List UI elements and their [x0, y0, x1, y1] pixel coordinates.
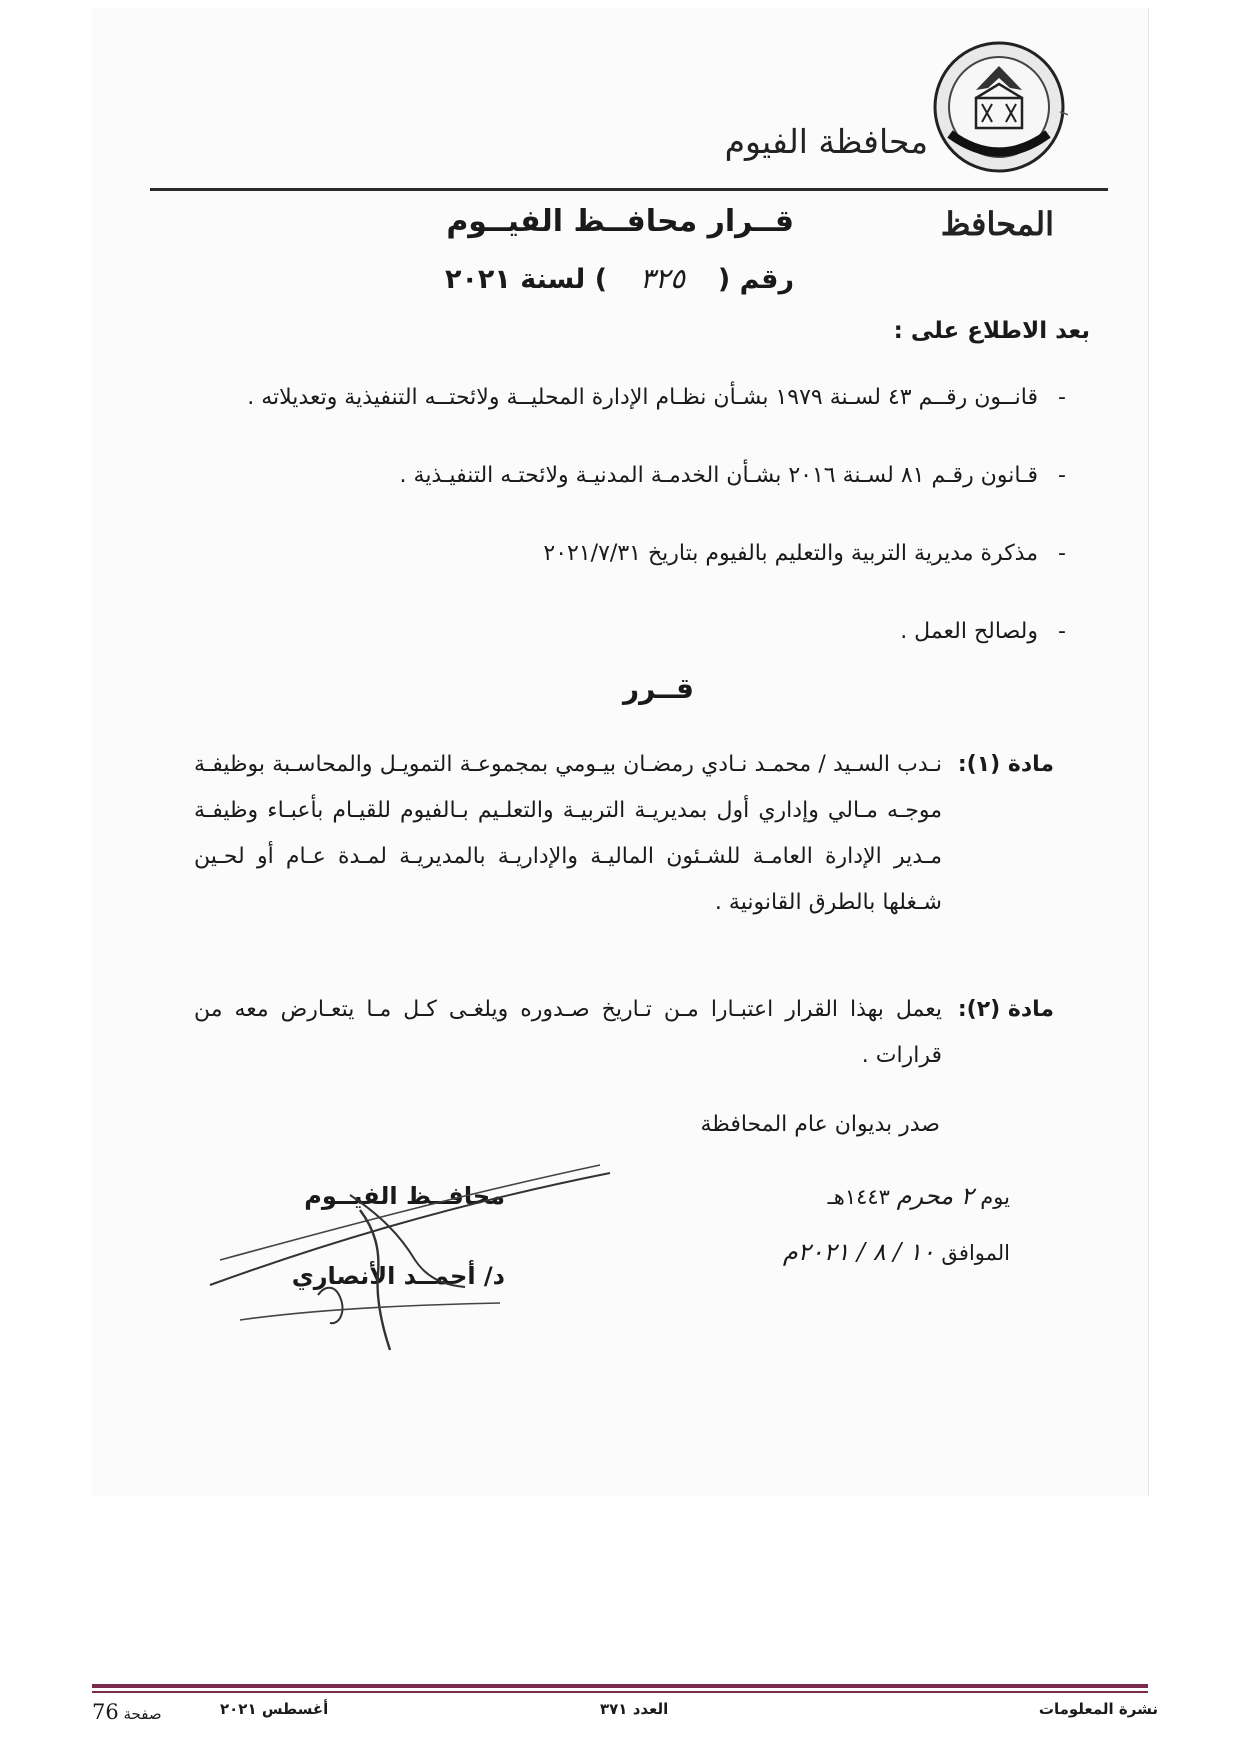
gregorian-date-prefix: الموافق: [941, 1241, 1010, 1265]
preamble-clauses: [198, 372, 1058, 684]
preamble-clause: - قـانون رقـم ٨١ لسـنة ٢٠١٦ بشـأن الخدمـة المدنيـة ولائحتـه التنفيـذية .: [198, 450, 1058, 502]
footer-rule-thin: [92, 1691, 1148, 1693]
article-text: يعمل بهذا القرار اعتبـارا مـن تـاريخ صـدوره ويلغـى كـل مـا يتعـارض معه من قرارات .: [194, 997, 942, 1068]
decision-number-handwritten: ٣٢٥: [639, 262, 686, 295]
preamble-clause: - قانــون رقــم ٤٣ لسـنة ١٩٧٩ بشـأن نظـام الإدارة المحليــة ولائحتــه التنفيذية وتعديلاته .: [198, 372, 1058, 424]
footer-month: أغسطس ٢٠٢١: [220, 1700, 329, 1718]
preamble-clause: - ولصالح العمل .: [198, 606, 1058, 658]
hijri-date-suffix: ١٤٤٣هـ: [827, 1185, 890, 1209]
decision-title: قــرار محافــظ الفيــوم: [446, 204, 794, 239]
signatory-title: محافــظ الفيــوم: [304, 1182, 505, 1210]
header-rule: [150, 188, 1108, 191]
hijri-date-prefix: يوم: [980, 1185, 1010, 1209]
decides-heading: قــرر: [622, 672, 694, 705]
article-label: مادة (١):: [957, 752, 1054, 777]
gregorian-date-handwritten: ١٠ / ٨ / ٢٠٢١م: [782, 1238, 935, 1266]
signatory-name: د/ أحمــد الأنصاري: [291, 1262, 505, 1290]
article-2: [194, 987, 1054, 1079]
hijri-date: [828, 1182, 1010, 1210]
footer-issue: العدد ٣٧١: [600, 1700, 669, 1718]
issued-at: صدر بديوان عام المحافظة: [700, 1112, 940, 1137]
decision-number-prefix: رقم (: [717, 264, 794, 295]
handwritten-signature: [200, 1135, 630, 1375]
decision-number: [445, 262, 794, 295]
footer-bulletin-name: نشرة المعلومات: [1038, 1700, 1158, 1718]
article-1: [194, 742, 1054, 926]
gregorian-date: [783, 1238, 1010, 1266]
preamble-heading: بعد الاطلاع على :: [893, 318, 1090, 344]
governor-title: المحافظ: [940, 205, 1054, 243]
page-number: 76: [92, 1700, 119, 1724]
hijri-date-handwritten: ٢ محرم: [896, 1182, 974, 1210]
governorate-emblem: [930, 38, 1068, 176]
decision-number-suffix: ) لسنة ٢٠٢١: [444, 264, 608, 295]
article-text: نـدب السـيد / محمـد نـادي رمضـان بيـومي بمجموعـة التمويـل والمحاسـبة بوظيفـة موجـه مـالي وإداري أول بمديريـة التربيـة والتعلـيم بـالفيوم للقيـام بأعبـاء وظيفـة مـدير الإدارة العامـة للشـئون الماليـة والإداريـة بالمديريـة لمـدة عـام أو لحـين شـغلها بالطرق القانونية .: [194, 752, 942, 915]
footer-page: [92, 1700, 162, 1724]
governorate-name: محافظة الفيوم: [724, 122, 928, 161]
article-label: مادة (٢):: [957, 997, 1054, 1022]
preamble-clause: - مذكرة مديرية التربية والتعليم بالفيوم بتاريخ ٢٠٢١/٧/٣١: [198, 528, 1058, 580]
footer-rule: [92, 1684, 1148, 1688]
page-label: صفحة: [123, 1705, 162, 1723]
